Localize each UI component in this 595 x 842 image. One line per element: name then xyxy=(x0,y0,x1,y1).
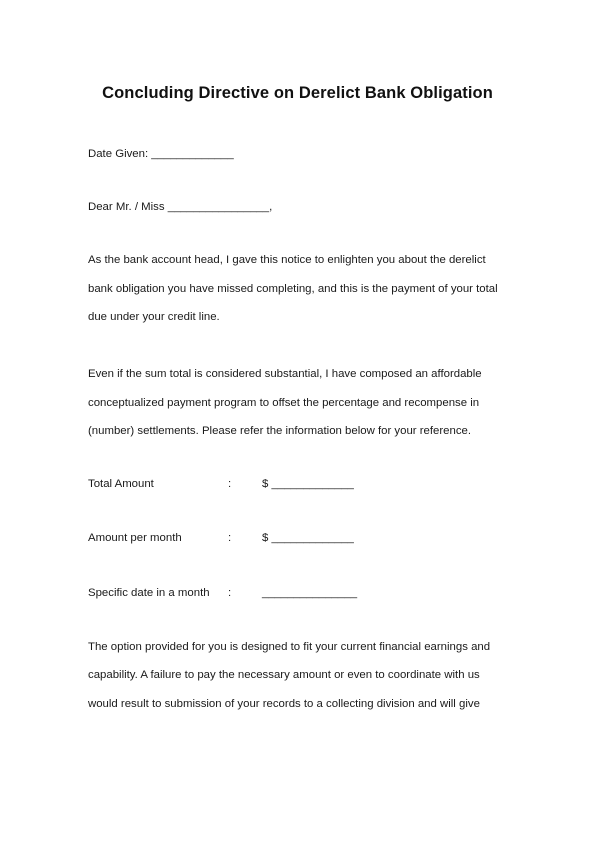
paragraph1-line: due under your credit line. xyxy=(88,311,220,323)
paragraph1-line: bank obligation you have missed completing, and this is the payment of your total xyxy=(88,283,498,295)
paragraph3-line: capability. A failure to pay the necessary amount or even to coordinate with us xyxy=(88,669,480,681)
paragraph2-line: (number) settlements. Please refer the information below for your reference. xyxy=(88,425,472,437)
paragraph3-line: The option provided for you is designed to fit your current financial earnings and xyxy=(88,641,491,653)
date-given-line: Date Given: _____________ xyxy=(88,148,234,160)
salutation-line: Dear Mr. / Miss ________________, xyxy=(88,201,273,213)
field-colon: : xyxy=(228,532,232,544)
field-value-blank: _______________ xyxy=(262,587,358,599)
field-value-blank: $ _____________ xyxy=(262,478,354,490)
paragraph2-line: conceptualized payment program to offset the percentage and recompense in xyxy=(88,397,480,409)
document-title: Concluding Directive on Derelict Bank Obligation xyxy=(102,84,493,102)
field-label: Specific date in a month xyxy=(88,587,210,599)
field-colon: : xyxy=(228,478,232,490)
field-value-blank: $ _____________ xyxy=(262,532,354,544)
paragraph2-line: Even if the sum total is considered substantial, I have composed an affordable xyxy=(88,368,482,380)
field-label: Amount per month xyxy=(88,532,182,544)
paragraph3-line: would result to submission of your records to a collecting division and will give xyxy=(88,698,480,710)
paragraph1-line: As the bank account head, I gave this notice to enlighten you about the derelict xyxy=(88,254,486,266)
field-colon: : xyxy=(228,587,232,599)
field-label: Total Amount xyxy=(88,478,154,490)
